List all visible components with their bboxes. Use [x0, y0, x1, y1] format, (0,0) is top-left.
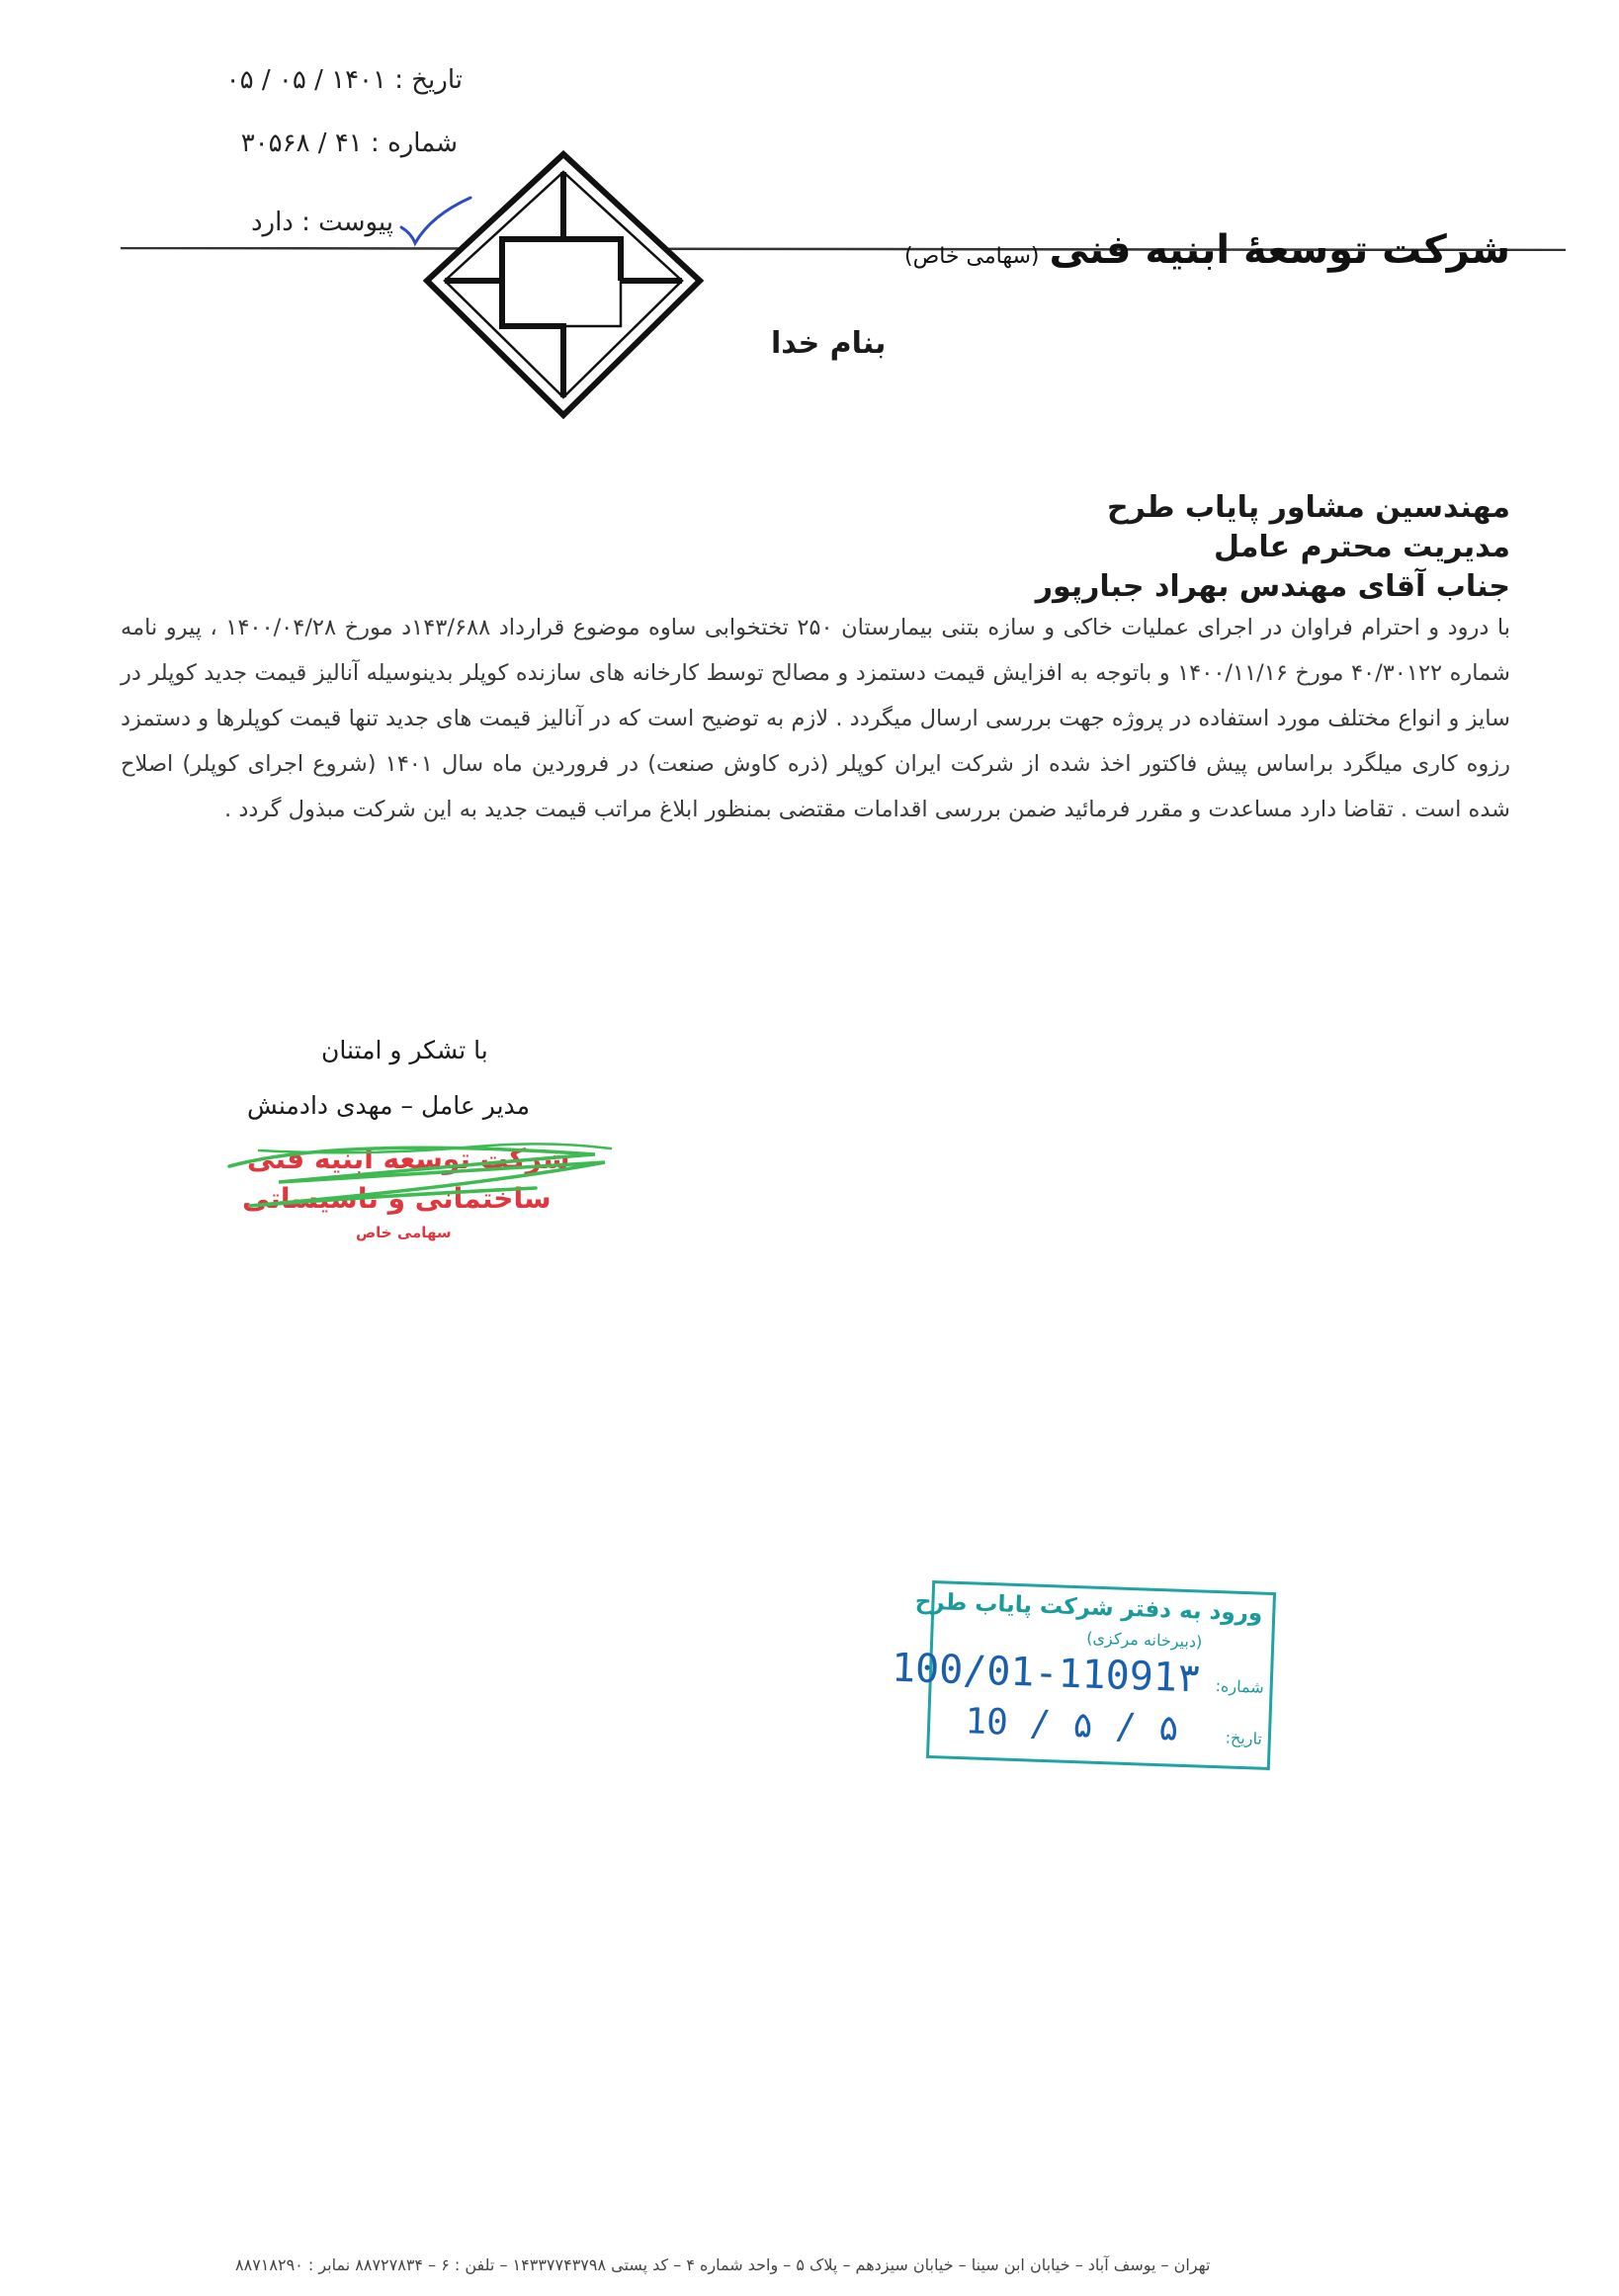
letter-date: تاریخ : ۱۴۰۱ / ۰۵ / ۰۵ [225, 65, 463, 95]
addressee-line: جناب آقای مهندس بهراد جبارپور [1035, 569, 1510, 604]
received-stamp-date: 10 / ۵ / ۵ [964, 1701, 1180, 1749]
received-stamp-number-label: شماره: [1215, 1676, 1265, 1697]
received-stamp [891, 1580, 1276, 1770]
letter-attachment: پیوست : دارد [250, 208, 393, 237]
letter-body: با درود و احترام فراوان در اجرای عملیات خاکی و سازه بتنی بیمارستان ۲۵۰ تختخوابی ساوه موضوع قرارداد ۱۴۳/۶۸۸د مورخ ۱۴۰۰/۰۴/۲۸ ، پیرو نامه شماره ۴۰/۳۰۱۲۲ مورخ ۱۴۰۰/۱۱/۱۶ و باتوجه به افزایش قیمت دستمزد و مصالح توسط کارخانه های سازنده کوپلر بدینوسیله آنالیز قیمت جدید کوپلر در سایز و انواع مختلف مورد استفاده در پروژه جهت بررسی ارسال میگردد . لازم به توضیح است که در آنالیز قیمت های جدید تنها قیمت کوپلرها و دستمزد رزوه کاری میلگرد براساس پیش فاکتور اخذ شده از شرکت ایران کوپلر (ذره کاوش صنعت) در فروردین ماه سال ۱۴۰۱ (شروع اجرای کوپلر) اصلاح شده است . تقاضا دارد مساعدت و مقرر فرمائید ضمن بررسی اقدامات مقتضی بمنظور ابلاغ مراتب قیمت جدید به این شرکت مبذول گردد . [121, 615, 1510, 822]
company-name: شرکت توسعهٔ ابنیه فنی [1049, 227, 1510, 273]
received-stamp-title: ورود به دفتر شرکت پایاب طرح [914, 1588, 1263, 1627]
company-header [904, 227, 1510, 273]
company-stamp-line: ساختمانی و تاسیساتی [242, 1182, 552, 1215]
company-stamp-line: سهامی خاص [356, 1224, 452, 1241]
closing-phrase: با تشکر و امتنان [321, 1036, 488, 1064]
footer-address: تهران – یوسف آباد – خیابان ابن سینا – خیابان سیزدهم – پلاک ۵ – واحد شماره ۴ – کد پستی ۱۴۳۳۷۷۴۳۷۹۸ – تلفن : ۶ – ۸۸۷۲۷۸۳۴ نمابر : ۸۸۷۱۸۲۹۰ [235, 2255, 1211, 2274]
addressee-line: مهندسین مشاور پایاب طرح [1106, 490, 1510, 525]
letter-number: شماره : ۴۱ / ۳۰۵۶۸ [240, 128, 458, 158]
company-stamp-line: شرکت توسعه ابنیه فنی [247, 1143, 570, 1175]
company-logo-icon [423, 150, 704, 419]
signature-scribble-icon [219, 1127, 615, 1235]
received-stamp-number: 100/01-11091۳ [891, 1645, 1202, 1702]
addressee-line: مدیریت محترم عامل [1214, 530, 1510, 564]
received-stamp-date-label: تاریخ: [1225, 1728, 1263, 1748]
company-type: (سهامی خاص) [904, 244, 1040, 269]
received-stamp-subtitle: (دبیرخانه مرکزی) [1086, 1628, 1203, 1652]
signer-name: مدیر عامل – مهدی دادمنش [247, 1091, 531, 1120]
bismillah: بنام خدا [771, 326, 887, 361]
